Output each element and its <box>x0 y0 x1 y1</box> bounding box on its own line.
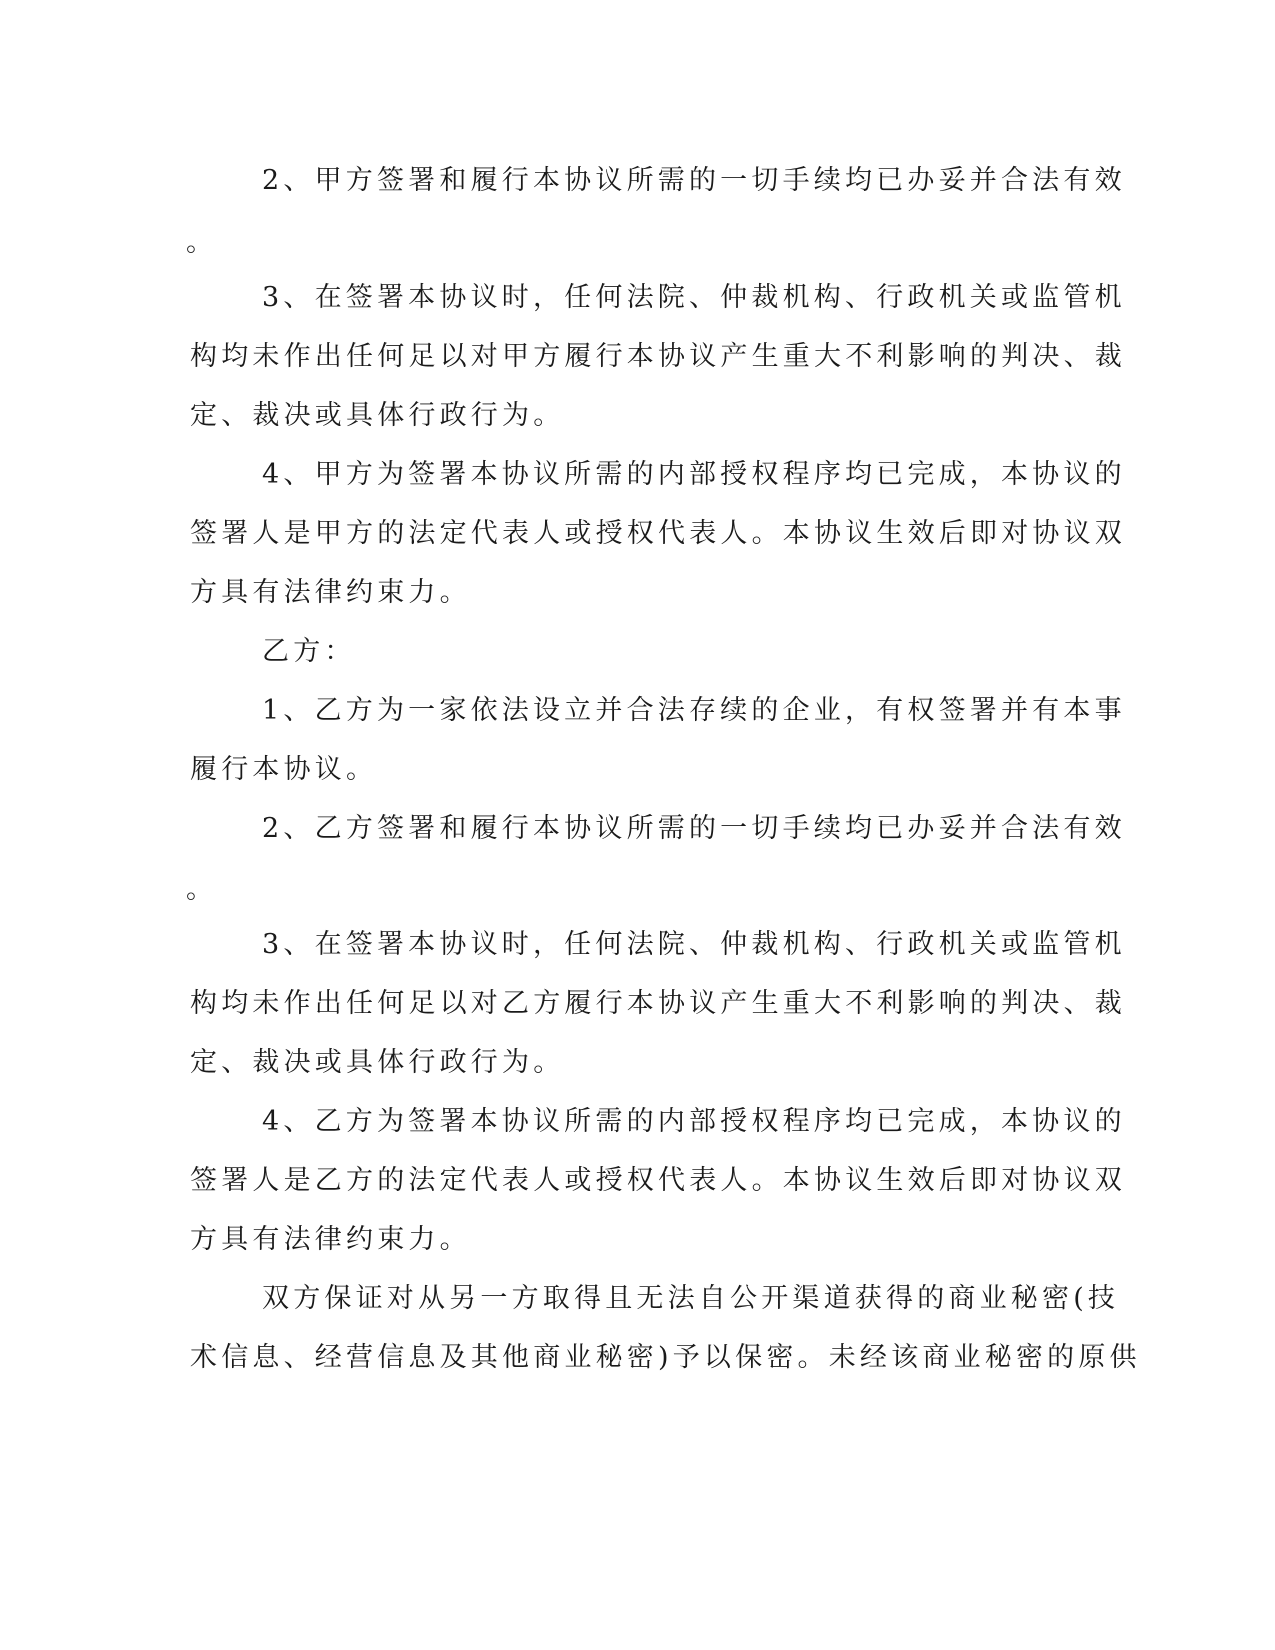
text-line: 方具有法律约束力。 <box>190 577 471 608</box>
text-line: 方具有法律约束力。 <box>190 1224 471 1255</box>
text-line: 3、在签署本协议时，任何法院、仲裁机构、行政机关或监管机 <box>262 282 1126 313</box>
text-line: 定、裁决或具体行政行为。 <box>190 1047 565 1078</box>
text-line: 构均未作出任何足以对乙方履行本协议产生重大不利影响的判决、裁 <box>190 988 1126 1019</box>
text-line: 签署人是甲方的法定代表人或授权代表人。本协议生效后即对协议双 <box>190 518 1126 549</box>
text-line: 构均未作出任何足以对甲方履行本协议产生重大不利影响的判决、裁 <box>190 341 1126 372</box>
text-line: 术信息、经营信息及其他商业秘密)予以保密。未经该商业秘密的原供 <box>190 1342 1141 1373</box>
text-line: 。 <box>186 874 218 905</box>
text-line: 4、甲方为签署本协议所需的内部授权程序均已完成，本协议的 <box>262 459 1126 490</box>
text-line: 定、裁决或具体行政行为。 <box>190 400 565 431</box>
text-line: 乙方： <box>262 636 356 667</box>
text-line: 4、乙方为签署本协议所需的内部授权程序均已完成，本协议的 <box>262 1106 1126 1137</box>
text-line: 。 <box>186 227 218 258</box>
text-line: 履行本协议。 <box>190 754 378 785</box>
text-line: 3、在签署本协议时，任何法院、仲裁机构、行政机关或监管机 <box>262 929 1126 960</box>
text-line: 双方保证对从另一方取得且无法自公开渠道获得的商业秘密(技 <box>262 1283 1120 1314</box>
text-line: 2、乙方签署和履行本协议所需的一切手续均已办妥并合法有效 <box>262 813 1126 844</box>
text-line: 1、乙方为一家依法设立并合法存续的企业，有权签署并有本事 <box>262 695 1126 726</box>
text-line: 签署人是乙方的法定代表人或授权代表人。本协议生效后即对协议双 <box>190 1165 1126 1196</box>
text-line: 2、甲方签署和履行本协议所需的一切手续均已办妥并合法有效 <box>262 165 1126 196</box>
